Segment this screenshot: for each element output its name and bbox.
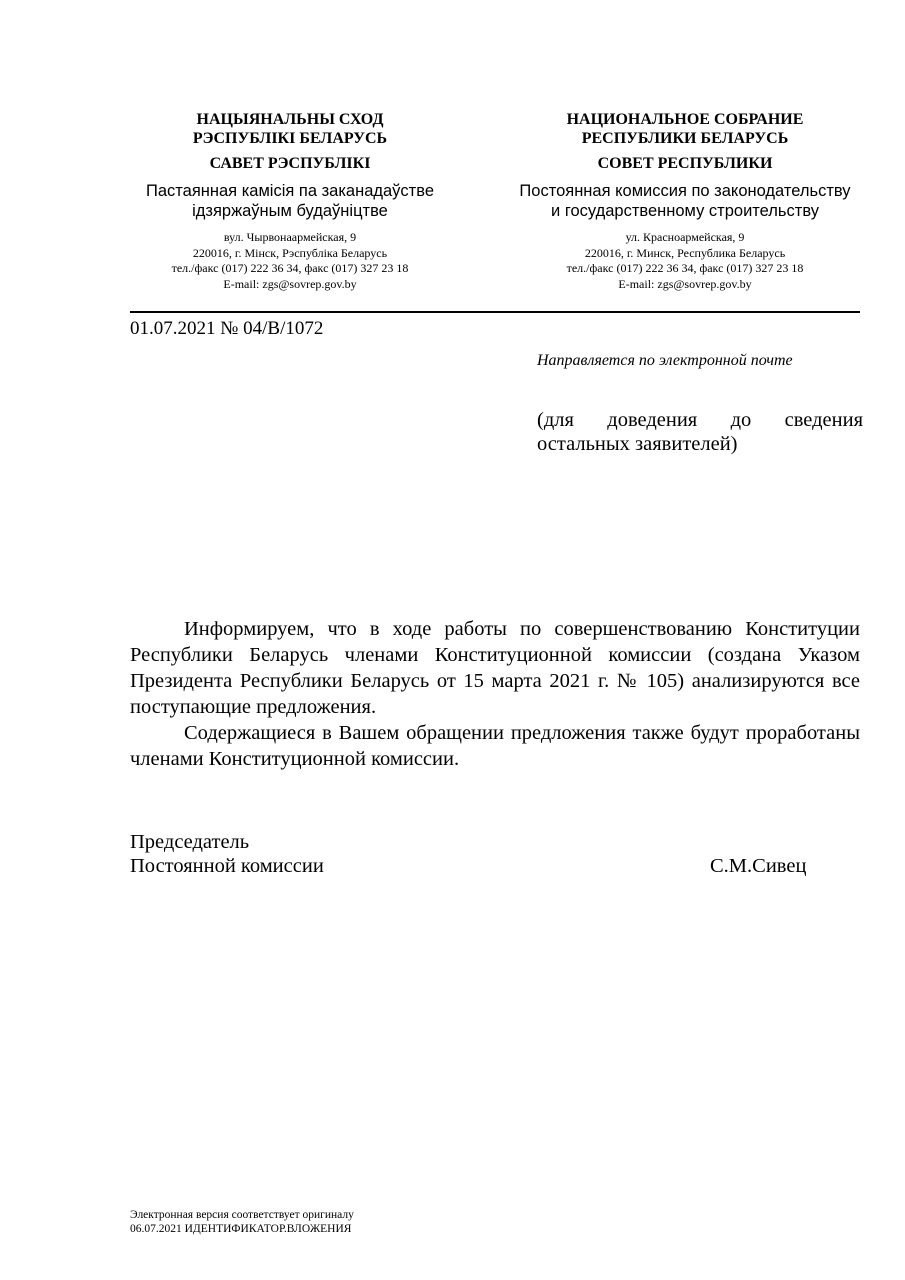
body-paragraph-1: Информируем, что в ходе работы по совершенствованию Конституции Республики Беларусь членами Конституционной комиссии (создана Указом Президента Республики Беларусь от 15 марта 2021 г. № 105) анализируются все поступающие предложения. <box>130 618 860 718</box>
sent-via-note: Направляется по электронной почте <box>537 352 793 369</box>
phone-ru: тел./факс (017) 222 36 34, факс (017) 327 23 18 <box>566 261 804 275</box>
council-name-by: САВЕТ РЭСПУБЛІКІ <box>209 155 371 172</box>
header-right <box>500 110 870 292</box>
signatory-title <box>130 830 324 878</box>
org-name-by-line1: НАЦЫЯНАЛЬНЫ СХОД <box>196 111 384 128</box>
org-name-ru-line2: РЕСПУБЛИКИ БЕЛАРУСЬ <box>581 130 789 147</box>
address-ru-line2: 220016, г. Минск, Республика Беларусь <box>584 245 786 260</box>
signatory-title-line1: Председатель <box>130 831 250 853</box>
header-left <box>130 110 450 292</box>
footer-line1: Электронная версия соответствует оригиналу <box>130 1209 354 1221</box>
council-name-ru: СОВЕТ РЕСПУБЛИКИ <box>597 155 773 172</box>
footer-note <box>130 1209 354 1236</box>
org-name-by-line2: РЭСПУБЛІКІ БЕЛАРУСЬ <box>192 130 388 147</box>
header-divider <box>130 311 860 313</box>
body-paragraph-2: Содержащиеся в Вашем обращении предложения также будут проработаны членами Конституционной комиссии. <box>130 722 860 770</box>
commission-name-by-line1: Пастаянная камісія па заканадаўстве <box>146 182 434 200</box>
letter-body <box>130 616 860 772</box>
email-by: E-mail: zgs@sovrep.gov.by <box>223 276 357 291</box>
org-name-ru-line1: НАЦИОНАЛЬНОЕ СОБРАНИЕ <box>566 111 804 128</box>
commission-name-by-line2: ідзяржаўным будаўніцтве <box>192 202 388 220</box>
signatory-name: С.М.Сивец <box>710 855 807 877</box>
commission-name-ru-line1: Постоянная комиссия по законодательству <box>519 182 851 200</box>
registration-number: 01.07.2021 № 04/В/1072 <box>130 318 324 339</box>
address-ru-line1: ул. Красноармейская, 9 <box>625 230 745 244</box>
phone-by: тел./факс (017) 222 36 34, факс (017) 327 23 18 <box>171 261 409 275</box>
signatory-title-line2: Постоянной комиссии <box>130 855 324 877</box>
email-ru: E-mail: zgs@sovrep.gov.by <box>618 276 752 291</box>
address-by-line2: 220016, г. Мінск, Рэспубліка Беларусь <box>192 245 388 260</box>
addressee: (для доведения до сведения остальных заявителей) <box>537 409 863 455</box>
address-by-line1: вул. Чырвонаармейская, 9 <box>223 230 357 244</box>
footer-line2: 06.07.2021 ИДЕНТИФИКАТОР.ВЛОЖЕНИЯ <box>130 1222 352 1235</box>
commission-name-ru-line2: и государственному строительству <box>551 202 819 220</box>
